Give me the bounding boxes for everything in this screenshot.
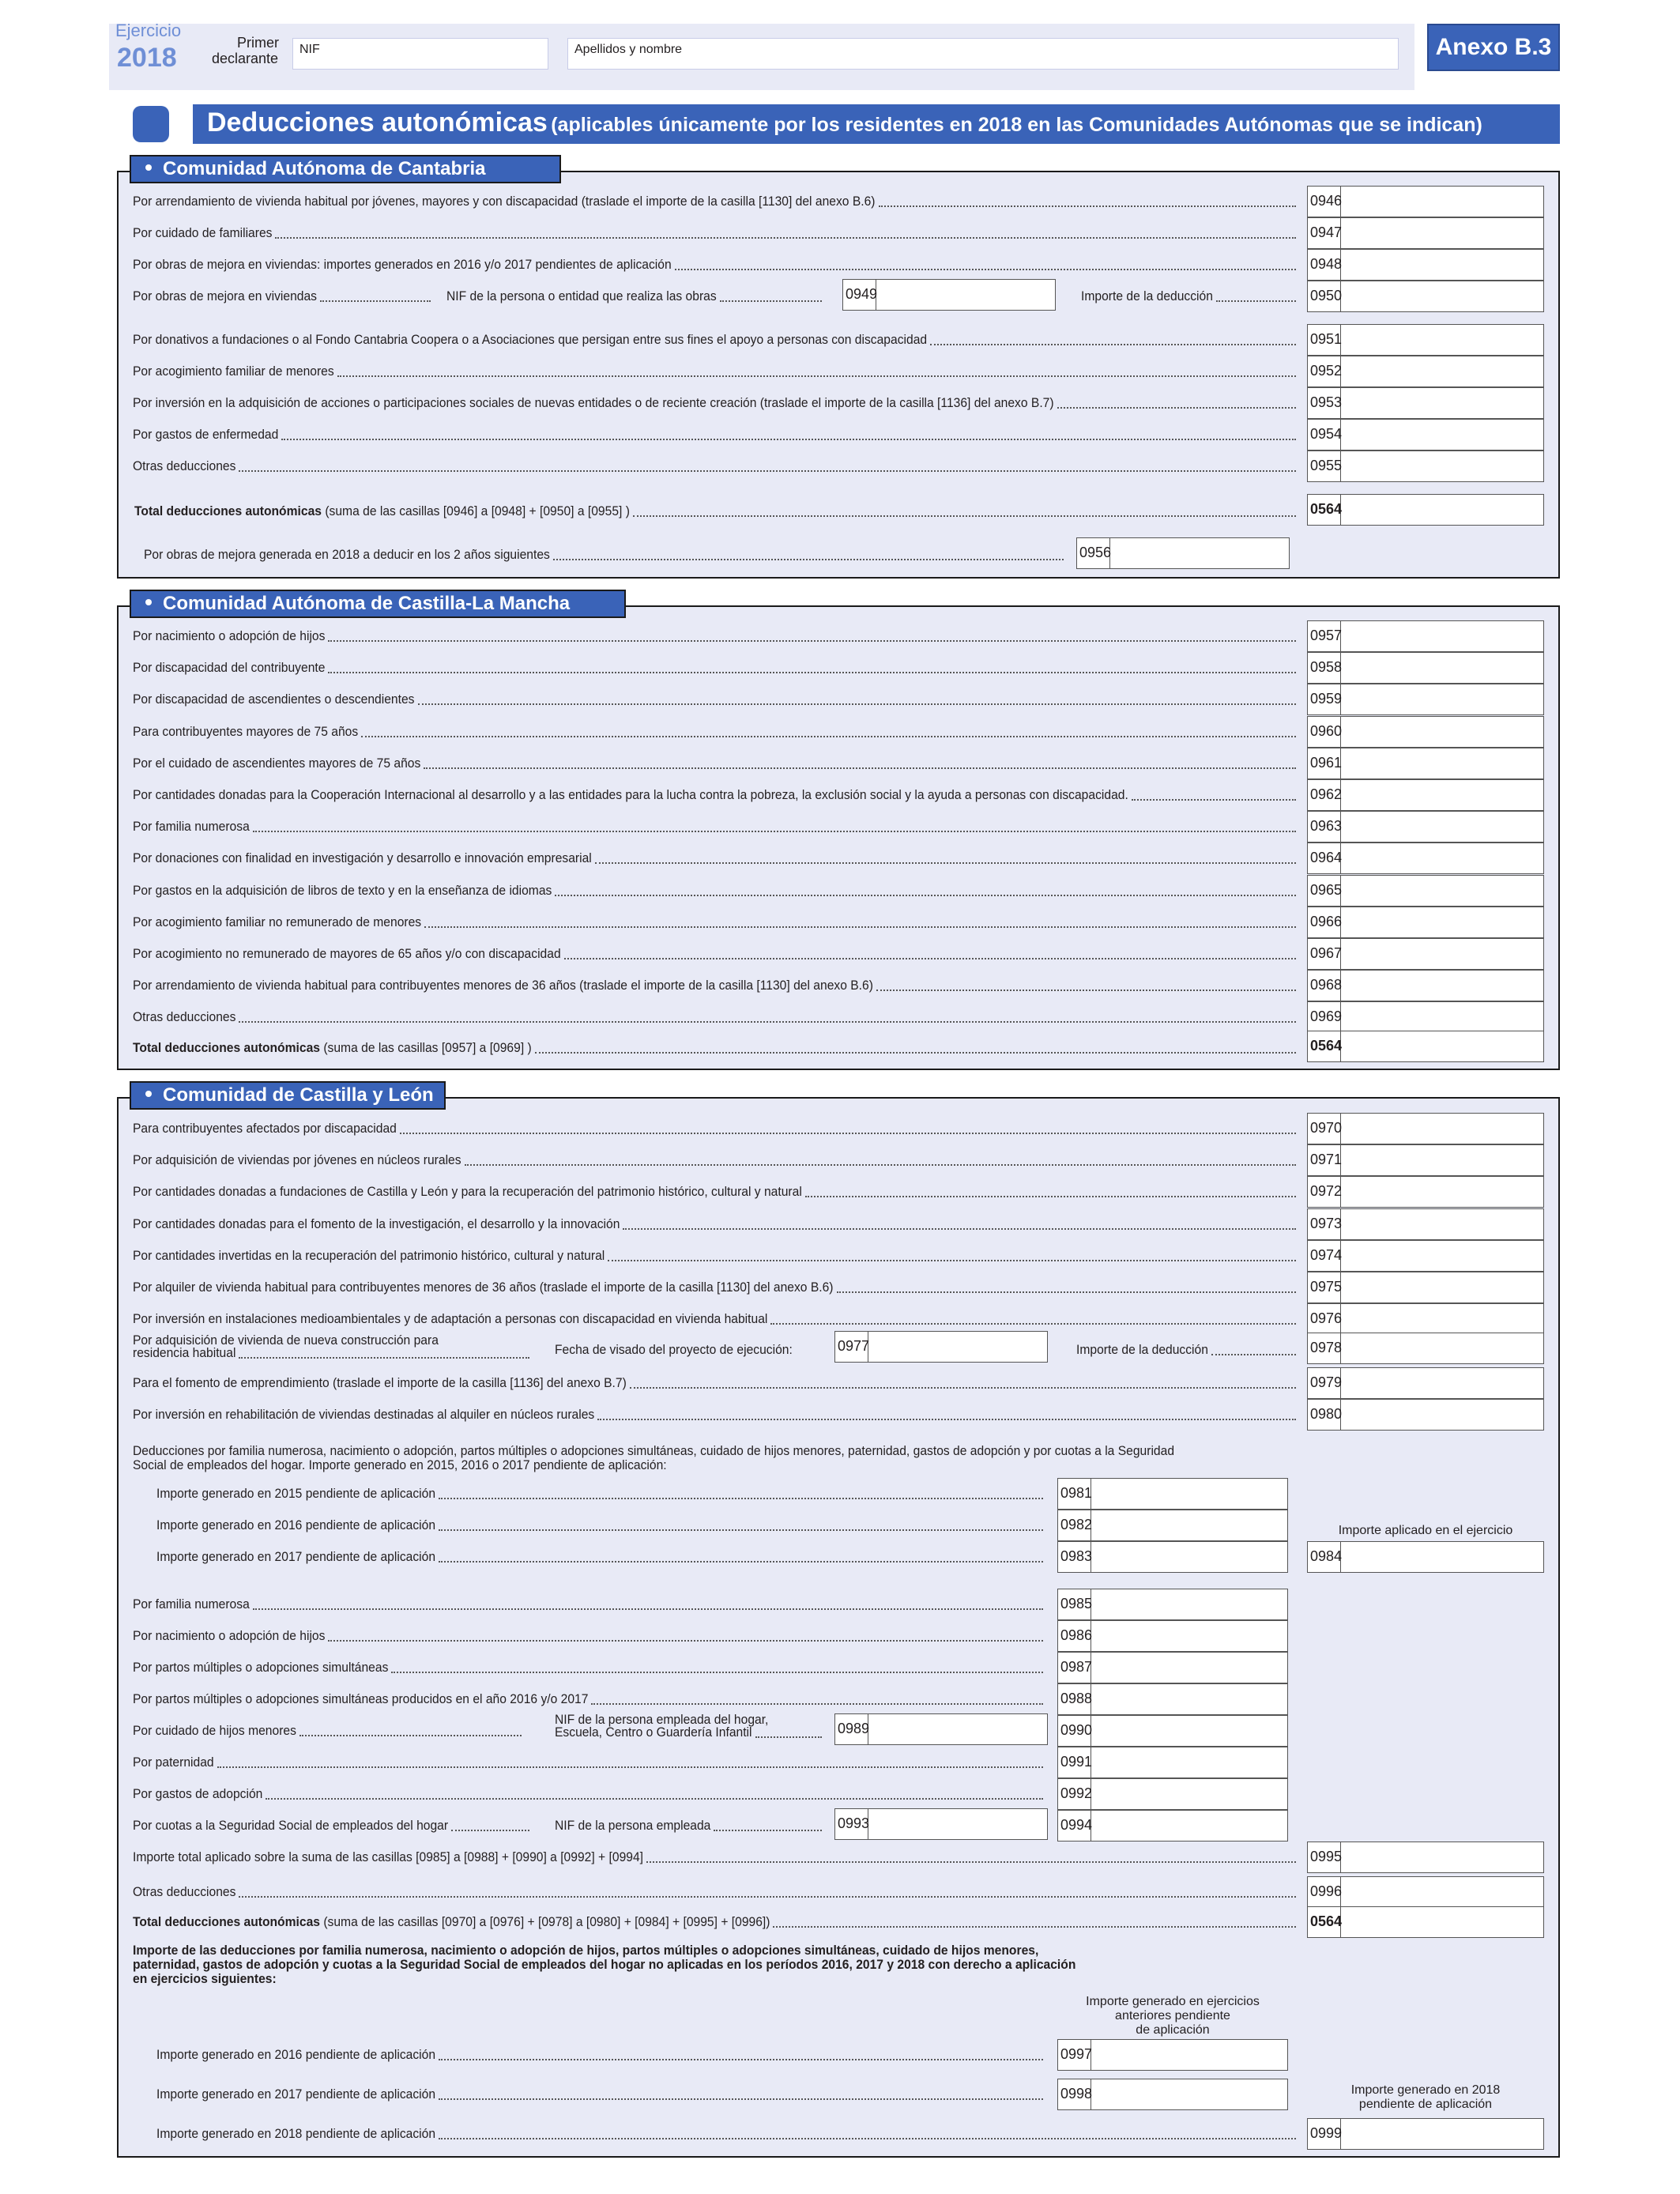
cyl-familia-0991-field-code: 0991 (1058, 1747, 1091, 1778)
cyl-row-0995-field[interactable] (1307, 1842, 1544, 1873)
cantabria-row-0946-label: Por arrendamiento de vivienda habitual por jóvenes, mayores y con discapacidad (traslade el importe de la casilla [1130] del anexo B.6) (133, 194, 876, 209)
cyl-familia-0991-field[interactable] (1057, 1747, 1288, 1778)
dotted-leader (773, 1926, 1296, 1928)
cantabria-row-0947-field[interactable] (1307, 217, 1544, 249)
clm-row-0961-field[interactable] (1307, 748, 1544, 779)
dotted-leader (281, 439, 1296, 440)
cyl-total-label (133, 1914, 770, 1930)
dotted-leader (328, 1640, 1043, 1642)
cantabria-row-0946-field-code: 0946 (1308, 186, 1341, 217)
dotted-leader (1057, 407, 1296, 409)
cyl-nif-empleada-field-code: 0993 (835, 1808, 868, 1840)
dotted-leader (755, 1736, 822, 1738)
clm-row-0963-label: Por familia numerosa (133, 819, 250, 835)
dotted-leader (239, 470, 1296, 472)
cyl-row-0995-label: Importe total aplicado sobre la suma de las casillas [0985] a [0988] + [0990] a [0992] + [0994] (133, 1849, 644, 1864)
clm-row-0969-field[interactable] (1307, 1001, 1544, 1033)
dotted-leader (439, 2098, 1043, 2100)
dotted-leader (320, 300, 431, 302)
cyl-fecha-visado-field-code: 0977 (835, 1331, 868, 1363)
cyl-bold-para-3: en ejercicios siguientes: (133, 1971, 277, 1986)
cyl-familia-0987-field[interactable] (1057, 1652, 1288, 1683)
dotted-leader (720, 300, 822, 302)
nif-field[interactable] (292, 38, 548, 70)
cyl-row-0974-field[interactable] (1307, 1240, 1544, 1272)
dotted-leader (239, 1021, 1296, 1023)
title-sub: (aplicables únicamente por los residentes en 2018 en las Comunidades Autónomas que se indican) (551, 114, 1482, 136)
cyl-bold-para-2: paternidad, gastos de adopción y cuotas a la Seguridad Social de empleados del hogar no aplicadas en los períodos 2016, 2017 y 2018 con derecho a aplicación (133, 1957, 1076, 1972)
cantabria-row-0954-field-code: 0954 (1308, 419, 1341, 450)
cyl-familia-0985-field[interactable] (1057, 1589, 1288, 1620)
dotted-leader (424, 926, 1296, 928)
dotted-leader (879, 205, 1296, 207)
cantabria-row-0950-field[interactable] (1307, 281, 1544, 312)
anexo-label: Anexo B.3 (1435, 34, 1552, 60)
clm-row-0966-field-code: 0966 (1308, 907, 1341, 938)
cyl-familia-0986-field-code: 0986 (1058, 1620, 1091, 1652)
title-square-icon (133, 106, 169, 142)
cantabria-row-0947-field-code: 0947 (1308, 217, 1341, 249)
dotted-leader (400, 1133, 1296, 1134)
cantabria-row-0952-field-code: 0952 (1308, 356, 1341, 387)
cyl-row-0971-label: Por adquisición de viviendas por jóvenes en núcleos rurales (133, 1152, 461, 1168)
cyl-familia-0985-field-code: 0985 (1058, 1589, 1091, 1620)
clm-row-0962-label: Por cantidades donadas para la Cooperación Internacional al desarrollo y a las entidades para la lucha contra la pobreza, la exclusión social y la ayuda a personas con discapacidad. (133, 787, 1128, 802)
cyl-familia-0986-label: Por nacimiento o adopción de hijos (133, 1628, 326, 1643)
clm-total-field-code: 0564 (1308, 1031, 1341, 1062)
ejercicio-label: Ejercicio (115, 21, 182, 40)
cyl-nif-empleada-label: NIF de la persona empleada (555, 1818, 711, 1833)
cyl-final-0997-field-code: 0997 (1058, 2039, 1091, 2071)
cyl-row-0979-label: Para el fomento de emprendimiento (traslade el importe de la casilla [1136] del anexo B.7) (133, 1375, 627, 1390)
cantabria-row-0946-field[interactable] (1307, 186, 1544, 217)
cyl-familia-0992-field[interactable] (1057, 1778, 1288, 1810)
dotted-leader (623, 1228, 1296, 1230)
dotted-leader (535, 1052, 1296, 1054)
cyl-pendiente-0983-field[interactable] (1057, 1541, 1288, 1573)
dotted-leader (328, 640, 1296, 642)
clm-row-0964-label: Por donaciones con finalidad en investigación y desarrollo e innovación empresarial (133, 850, 592, 866)
dotted-leader (299, 1735, 522, 1736)
cantabria-total-field[interactable] (1307, 494, 1544, 526)
clm-row-0958-field-code: 0958 (1308, 652, 1341, 684)
cyl-row-0995-field-code: 0995 (1308, 1842, 1341, 1873)
cantabria-row-0951-label: Por donativos a fundaciones o al Fondo Cantabria Coopera o a Asociaciones que persigan entre sus fines el apoyo a personas con discapacidad (133, 332, 928, 347)
cantabria-obras-2018-field-code: 0956 (1077, 537, 1110, 569)
cantabria-row-0954-label: Por gastos de enfermedad (133, 427, 279, 442)
cyl-row-0975-field-code: 0975 (1308, 1272, 1341, 1303)
cyl-final-0997-label: Importe generado en 2016 pendiente de aplicación (156, 2047, 436, 2062)
cyl-row-0980-field[interactable] (1307, 1399, 1544, 1431)
cyl-pendiente-0981-field[interactable] (1057, 1478, 1288, 1510)
cantabria-row-0953-label: Por inversión en la adquisición de acciones o participaciones sociales de nuevas entidades o de reciente creación (traslade el importe de la casilla [1136] del anexo B.7) (133, 395, 1054, 410)
dotted-leader (275, 237, 1296, 239)
cyl-row-0973-field-code: 0973 (1308, 1208, 1341, 1240)
cantabria-row-0948-field-code: 0948 (1308, 249, 1341, 281)
dotted-leader (770, 1323, 1296, 1325)
cyl-nif-empleada-field[interactable] (834, 1808, 1048, 1840)
dotted-leader (328, 672, 1296, 673)
cantabria-row-0955-label: Otras deducciones (133, 458, 236, 473)
cyl-row-0971-field-code: 0971 (1308, 1144, 1341, 1176)
cyl-row-0970-field[interactable] (1307, 1113, 1544, 1144)
cantabria-row-0948-label: Por obras de mejora en viviendas: importes generados en 2016 y/o 2017 pendientes de aplicación (133, 257, 672, 272)
dotted-leader (675, 269, 1296, 270)
bullet-icon (145, 1091, 152, 1097)
clm-total-field[interactable] (1307, 1031, 1544, 1062)
cyl-nif-hogar-line2: Escuela, Centro o Guardería Infantil (555, 1725, 752, 1740)
cyl-pendiente-0981-label: Importe generado en 2015 pendiente de aplicación (156, 1486, 436, 1501)
cyl-familia-0994-field-code: 0994 (1058, 1810, 1091, 1842)
cyl-pendiente-0983-field-code: 0983 (1058, 1541, 1091, 1573)
cyl-row-0975-field[interactable] (1307, 1272, 1544, 1303)
dotted-leader (633, 515, 1296, 517)
cyl-final-0998-label: Importe generado en 2017 pendiente de aplicación (156, 2087, 436, 2102)
page-title (207, 107, 1482, 138)
cyl-row-0979-field-code: 0979 (1308, 1367, 1341, 1399)
dotted-leader (837, 1291, 1296, 1293)
cyl-nueva-line1: Por adquisición de vivienda de nueva construcción para (133, 1333, 439, 1348)
cyl-familia-0988-label: Por partos múltiples o adopciones simultáneas producidos en el año 2016 y/o 2017 (133, 1691, 589, 1706)
dotted-leader (266, 1798, 1043, 1800)
dotted-leader (253, 831, 1296, 832)
cyl-row-0984-field-code: 0984 (1308, 1541, 1341, 1573)
cyl-row-0972-label: Por cantidades donadas a fundaciones de Castilla y León y para la recuperación del patrimonio histórico, cultural y natural (133, 1184, 802, 1200)
cantabria-total-field-code: 0564 (1308, 494, 1341, 526)
apellidos-nombre-field[interactable] (567, 38, 1399, 70)
clm-row-0965-label: Por gastos en la adquisición de libros de texto y en la enseñanza de idiomas (133, 882, 552, 898)
bullet-icon (145, 599, 152, 605)
cyl-importe-aplicado-label: Importe aplicado en el ejercicio (1338, 1524, 1513, 1537)
declarante-line1: Primer (237, 35, 279, 51)
cyl-fecha-visado-label: Fecha de visado del proyecto de ejecución: (555, 1342, 793, 1357)
cantabria-total-label (134, 503, 630, 519)
cyl-final-0998-field-code: 0998 (1058, 2079, 1091, 2110)
cyl-familia-0992-label: Por gastos de adopción (133, 1786, 263, 1801)
clm-row-0958-label: Por discapacidad del contribuyente (133, 660, 326, 676)
clm-row-0969-label: Otras deducciones (133, 1009, 236, 1025)
cantabria-nif-obras-field[interactable] (842, 279, 1056, 311)
dotted-leader (555, 895, 1296, 896)
cyl-row-0979-field[interactable] (1307, 1367, 1544, 1399)
dotted-leader (439, 2138, 1296, 2139)
dotted-leader (930, 344, 1296, 345)
clm-row-0961-label: Por el cuidado de ascendientes mayores de 75 años (133, 755, 421, 771)
clm-row-0957-field[interactable] (1307, 620, 1544, 652)
dotted-leader (239, 1896, 1296, 1898)
cyl-familia-0985-label: Por familia numerosa (133, 1596, 250, 1612)
clm-total-label-bold: Total deducciones autonómicas (133, 1040, 320, 1055)
cantabria-obras-2018-field[interactable] (1076, 537, 1290, 569)
clm-row-0968-label: Por arrendamiento de vivienda habitual para contribuyentes menores de 36 años (traslade el importe de la casilla [1130] del anexo B.6) (133, 978, 873, 993)
dotted-leader (217, 1766, 1043, 1768)
cyl-anteriores-line3: de aplicación (1136, 2023, 1210, 2037)
dotted-leader (439, 2059, 1043, 2060)
cyl-pendiente-0982-label: Importe generado en 2016 pendiente de aplicación (156, 1517, 436, 1532)
clm-row-0959-field-code: 0959 (1308, 684, 1341, 715)
cantabria-row-0947-label: Por cuidado de familiares (133, 225, 273, 240)
clm-row-0965-field-code: 0965 (1308, 875, 1341, 907)
clm-row-0962-field-code: 0962 (1308, 779, 1341, 811)
cyl-total-label-detail: (suma de las casillas [0970] a [0976] + [0978] a [0980] + [0984] + [0995] + [0996]) (319, 1914, 770, 1929)
cyl-total-label-bold: Total deducciones autonómicas (133, 1914, 320, 1929)
cantabria-total-label-detail: (suma de las casillas [0946] a [0948] + [0950] a [0955] ) (321, 503, 630, 518)
clm-row-0960-field-code: 0960 (1308, 716, 1341, 748)
cantabria-row-0954-field[interactable] (1307, 419, 1544, 450)
cyl-heading (130, 1081, 446, 1110)
dotted-leader (608, 1260, 1296, 1261)
dotted-leader (630, 1387, 1296, 1389)
cyl-row-0980-label: Por inversión en rehabilitación de viviendas destinadas al alquiler en núcleos rurales (133, 1407, 595, 1422)
cantabria-row-0952-label: Por acogimiento familiar de menores (133, 364, 334, 379)
cyl-final-0998-field[interactable] (1057, 2079, 1288, 2110)
clm-row-0961-field-code: 0961 (1308, 748, 1341, 779)
cantabria-row-0950-label: Por obras de mejora en viviendas (133, 288, 317, 303)
cyl-row-0972-field-code: 0972 (1308, 1176, 1341, 1208)
clm-row-0967-label: Por acogimiento no remunerado de mayores de 65 años y/o con discapacidad (133, 946, 561, 961)
cantabria-row-0950-field-code: 0950 (1308, 281, 1341, 312)
cyl-row-0978-field-code: 0978 (1308, 1333, 1341, 1364)
clm-row-0967-field-code: 0967 (1308, 938, 1341, 970)
dotted-leader (595, 862, 1296, 864)
cyl-final-0999-label: Importe generado en 2018 pendiente de aplicación (156, 2126, 436, 2141)
clm-row-0960-label: Para contribuyentes mayores de 75 años (133, 723, 359, 739)
cyl-nif-hogar-field[interactable] (834, 1713, 1048, 1745)
cyl-familia-0987-label: Por partos múltiples o adopciones simultáneas (133, 1660, 389, 1675)
dotted-leader (1216, 300, 1296, 302)
cyl-final-0999-field-code: 0999 (1308, 2118, 1341, 2150)
cyl-row-0970-label: Para contribuyentes afectados por discapacidad (133, 1121, 397, 1136)
dotted-leader (391, 1672, 1043, 1673)
cyl-total-field-code: 0564 (1308, 1906, 1341, 1938)
cantabria-nif-obras-field-code: 0949 (843, 279, 876, 311)
clm-row-0959-label: Por discapacidad de ascendientes o descendientes (133, 692, 415, 707)
dotted-leader (439, 1561, 1043, 1563)
dotted-leader (439, 1529, 1043, 1531)
cyl-familia-0988-field-code: 0988 (1058, 1683, 1091, 1715)
clm-row-0966-label: Por acogimiento familiar no remunerado de menores (133, 914, 422, 929)
cantabria-row-0955-field-code: 0955 (1308, 450, 1341, 482)
cyl-row-0970-field-code: 0970 (1308, 1113, 1341, 1144)
cyl-pendiente-0981-field-code: 0981 (1058, 1478, 1091, 1510)
clm-row-0966-field[interactable] (1307, 907, 1544, 938)
cyl-row-0984-field[interactable] (1307, 1541, 1544, 1573)
dotted-leader (239, 1357, 529, 1359)
cyl-row-0971-field[interactable] (1307, 1144, 1544, 1176)
cyl-bold-para-1: Importe de las deducciones por familia numerosa, nacimiento o adopción de hijos, partos múltiples o adopciones simultáneas, cuidado de hijos menores, (133, 1943, 1039, 1958)
cyl-row-0975-label: Por alquiler de vivienda habitual para contribuyentes menores de 36 años (traslade el importe de la casilla [1130] del anexo B.6) (133, 1280, 834, 1295)
dotted-leader (439, 1498, 1043, 1499)
cyl-generado-2018-line1: Importe generado en 2018 (1350, 2083, 1501, 2097)
clm-total-label-detail: (suma de las casillas [0957] a [0969] ) (319, 1040, 532, 1055)
dotted-leader (876, 990, 1296, 991)
cantabria-row-0951-field[interactable] (1307, 324, 1544, 356)
cyl-row-0996-field-code: 0996 (1308, 1876, 1341, 1908)
clm-row-0962-field[interactable] (1307, 779, 1544, 811)
cantabria-importe-deduccion-label: Importe de la deducción (1081, 288, 1213, 303)
dotted-leader (253, 1608, 1043, 1610)
cyl-row-0980-field-code: 0980 (1308, 1399, 1341, 1431)
dotted-leader (465, 1164, 1296, 1166)
cyl-familia-0990-label: Por cuidado de hijos menores (133, 1723, 296, 1738)
cyl-nif-hogar-field-code: 0989 (835, 1713, 868, 1745)
cantabria-heading (130, 155, 561, 183)
dotted-leader (646, 1861, 1296, 1863)
dotted-leader (564, 958, 1296, 959)
cyl-fecha-visado-field[interactable] (834, 1331, 1048, 1363)
cyl-familia-0986-field[interactable] (1057, 1620, 1288, 1652)
dotted-leader (597, 1419, 1296, 1420)
clm-row-0957-label: Por nacimiento o adopción de hijos (133, 628, 326, 643)
cantabria-row-0948-field[interactable] (1307, 249, 1544, 281)
cyl-familia-para-2: Social de empleados del hogar. Importe generado en 2015, 2016 o 2017 pendiente de aplicación: (133, 1457, 667, 1472)
bullet-icon (145, 164, 152, 171)
cyl-row-0973-label: Por cantidades donadas para el fomento de la investigación, el desarrollo y la innovación (133, 1216, 620, 1231)
declarante-line2: declarante (212, 51, 279, 66)
cyl-row-0974-label: Por cantidades invertidas en la recuperación del patrimonio histórico, cultural y natural (133, 1247, 605, 1263)
cyl-anteriores-line1: Importe generado en ejercicios (1086, 1995, 1260, 2008)
cyl-nueva-line2: residencia habitual (133, 1345, 236, 1360)
clm-total-label (133, 1040, 532, 1056)
cantabria-row-0953-field-code: 0953 (1308, 387, 1341, 419)
clm-row-0969-field-code: 0969 (1308, 1001, 1341, 1033)
clm-row-0964-field[interactable] (1307, 843, 1544, 874)
clm-heading-text: Comunidad Autónoma de Castilla-La Mancha (163, 593, 571, 614)
cyl-familia-0991-label: Por paternidad (133, 1755, 214, 1770)
cyl-row-0974-field-code: 0974 (1308, 1240, 1341, 1272)
cyl-anteriores-line2: anteriores pendiente (1115, 2009, 1230, 2022)
clm-row-0957-field-code: 0957 (1308, 620, 1341, 652)
dotted-leader (805, 1196, 1296, 1197)
cyl-pendiente-0983-label: Importe generado en 2017 pendiente de aplicación (156, 1549, 436, 1564)
dotted-leader (1211, 1354, 1296, 1355)
cyl-final-0999-field[interactable] (1307, 2118, 1544, 2150)
clm-row-0963-field-code: 0963 (1308, 811, 1341, 843)
clm-heading (130, 590, 626, 618)
dotted-leader (337, 375, 1296, 377)
clm-row-0965-field[interactable] (1307, 875, 1544, 907)
clm-row-0958-field[interactable] (1307, 652, 1544, 684)
dotted-leader (714, 1830, 822, 1831)
cyl-row-0976-field-code: 0976 (1308, 1303, 1341, 1335)
cyl-row-0973-field[interactable] (1307, 1208, 1544, 1240)
clm-row-0967-field[interactable] (1307, 938, 1544, 970)
clm-row-0964-field-code: 0964 (1308, 843, 1341, 874)
cantabria-row-0953-field[interactable] (1307, 387, 1544, 419)
cyl-familia-0988-field[interactable] (1057, 1683, 1288, 1715)
dotted-leader (424, 767, 1296, 769)
cyl-familia-0987-field-code: 0987 (1058, 1652, 1091, 1683)
cyl-familia-para-1: Deducciones por familia numerosa, nacimiento o adopción, partos múltiples o adopciones simultáneas, cuidado de hijos menores, paternidad, gastos de adopción y por cuotas a la Seguridad (133, 1443, 1175, 1458)
dotted-leader (1132, 799, 1296, 801)
clm-row-0963-field[interactable] (1307, 811, 1544, 843)
cantabria-row-0955-field[interactable] (1307, 450, 1544, 482)
cyl-familia-0994-label: Por cuotas a la Seguridad Social de empleados del hogar (133, 1818, 449, 1833)
dotted-leader (553, 559, 1064, 560)
cyl-familia-0990-field[interactable] (1057, 1715, 1288, 1747)
cantabria-heading-text: Comunidad Autónoma de Cantabria (163, 158, 486, 179)
cantabria-row-0951-field-code: 0951 (1308, 324, 1341, 356)
cyl-row-0996-field[interactable] (1307, 1876, 1544, 1908)
cyl-nif-hogar-line1: NIF de la persona empleada del hogar, (555, 1712, 769, 1727)
cyl-heading-text: Comunidad de Castilla y León (163, 1084, 434, 1106)
clm-row-0968-field[interactable] (1307, 970, 1544, 1001)
cyl-total-field[interactable] (1307, 1906, 1544, 1938)
cantabria-nif-obras-label: NIF de la persona o entidad que realiza las obras (446, 288, 717, 303)
dotted-leader (451, 1830, 529, 1831)
cyl-familia-0990-field-code: 0990 (1058, 1715, 1091, 1747)
cyl-row-0978-field[interactable] (1307, 1333, 1544, 1364)
anexo-badge (1427, 24, 1560, 71)
ejercicio-year: 2018 (117, 43, 177, 73)
cyl-pendiente-0982-field-code: 0982 (1058, 1510, 1091, 1541)
cyl-familia-0992-field-code: 0992 (1058, 1778, 1091, 1810)
cyl-familia-0994-field[interactable] (1057, 1810, 1288, 1842)
cyl-pendiente-0982-field[interactable] (1057, 1510, 1288, 1541)
cyl-row-0976-label: Por inversión en instalaciones medioambientales y de adaptación a personas con discapacidad en vivienda habitual (133, 1311, 768, 1327)
clm-row-0968-field-code: 0968 (1308, 970, 1341, 1001)
clm-row-0959-field[interactable] (1307, 684, 1544, 715)
cyl-row-0976-field[interactable] (1307, 1303, 1544, 1335)
apellidos-nombre-label: Apellidos y nombre (574, 43, 683, 56)
dotted-leader (361, 736, 1296, 737)
clm-row-0960-field[interactable] (1307, 716, 1544, 748)
cantabria-row-0952-field[interactable] (1307, 356, 1544, 387)
title-main: Deducciones autonómicas (207, 107, 548, 138)
nif-field-label: NIF (299, 43, 320, 56)
cyl-generado-2018-line2: pendiente de aplicación (1358, 2098, 1493, 2111)
dotted-leader (418, 703, 1297, 705)
cyl-importe-deduccion-label: Importe de la deducción (1076, 1342, 1208, 1357)
dotted-leader (591, 1703, 1043, 1705)
cyl-row-0972-field[interactable] (1307, 1176, 1544, 1208)
cantabria-total-label-bold: Total deducciones autonómicas (134, 503, 322, 518)
cyl-row-0996-label: Otras deducciones (133, 1884, 236, 1899)
cyl-final-0997-field[interactable] (1057, 2039, 1288, 2071)
cantabria-obras-2018-label: Por obras de mejora generada en 2018 a deducir en los 2 años siguientes (144, 547, 550, 562)
